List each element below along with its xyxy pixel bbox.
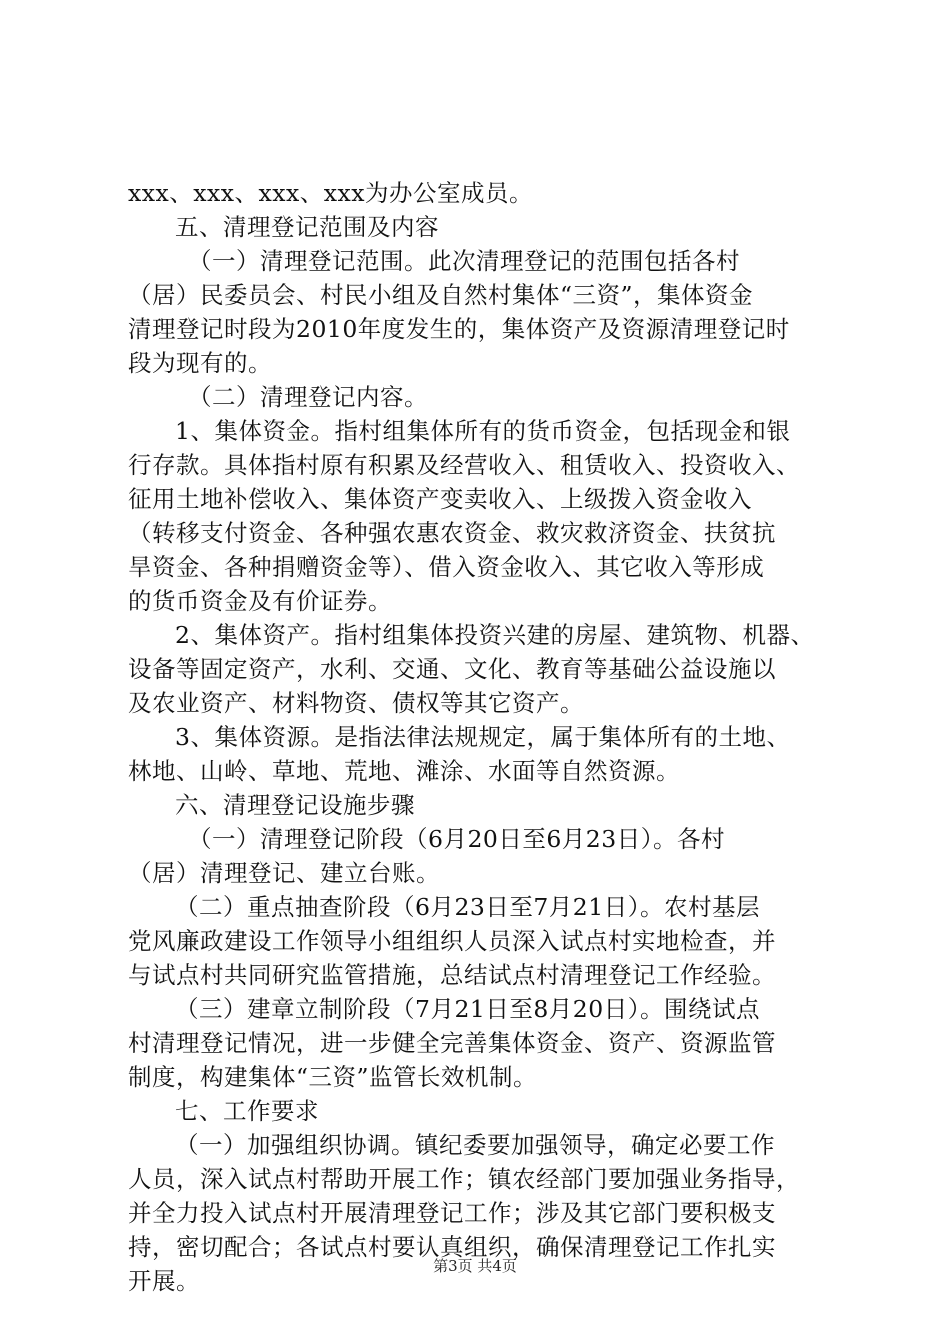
text-line: 征用土地补偿收入、集体资产变卖收入、上级拨入资金收入 [128,485,752,513]
subsection-heading: （二）清理登记内容。 [188,383,428,411]
section-heading: 六、清理登记设施步骤 [175,791,415,819]
text-line: 林地、山岭、草地、荒地、滩涂、水面等自然资源。 [128,757,680,785]
document-body [128,176,838,1298]
text-line: 并全力投入试点村开展清理登记工作；涉及其它部门要积极支 [128,1199,776,1227]
text-line: （居）清理登记、建立台账。 [128,859,440,887]
text-line: 的货币资金及有价证券。 [128,587,392,615]
section-heading: 七、工作要求 [175,1097,319,1125]
text-line: （三）建章立制阶段（7月21日至8月20日）。围绕试点 [175,995,760,1023]
text-line: 党风廉政建设工作领导小组组织人员深入试点村实地检查，并 [128,927,776,955]
text-line: 制度，构建集体“三资”监管长效机制。 [128,1063,538,1091]
page-number-footer: 第3页 共4页 [433,1257,517,1275]
text-line: （一）清理登记范围。此次清理登记的范围包括各村 [188,247,740,275]
text-line: 及农业资产、材料物资、债权等其它资产。 [128,689,584,717]
text-line: 设备等固定资产，水利、交通、文化、教育等基础公益设施以 [128,655,776,683]
text-line: 开展。 [128,1267,200,1295]
text-line: xxx、xxx、xxx、xxx为办公室成员。 [128,179,534,207]
text-line: （转移支付资金、各种强农惠农资金、救灾救济资金、扶贫抗 [128,519,776,547]
text-line: （一）清理登记阶段（6月20日至6月23日）。各村 [188,825,725,853]
text-line: 人员，深入试点村帮助开展工作；镇农经部门要加强业务指导， [128,1165,800,1193]
text-line: （居）民委员会、村民小组及自然村集体“三资”，集体资金 [128,281,754,309]
text-line: 行存款。具体指村原有积累及经营收入、租赁收入、投资收入、 [128,451,800,479]
text-line: 2、集体资产。指村组集体投资兴建的房屋、建筑物、机器、 [175,621,815,649]
text-line: （一）加强组织协调。镇纪委要加强领导，确定必要工作 [175,1131,775,1159]
text-line: 清理登记时段为2010年度发生的，集体资产及资源清理登记时 [128,315,790,343]
section-heading: 五、清理登记范围及内容 [175,213,439,241]
text-line: （二）重点抽查阶段（6月23日至7月21日）。农村基层 [175,893,760,921]
text-line: 段为现有的。 [128,349,272,377]
text-line: 持，密切配合；各试点村要认真组织，确保清理登记工作扎实 [128,1233,776,1261]
text-line: 与试点村共同研究监管措施，总结试点村清理登记工作经验。 [128,961,776,989]
text-line: 1、集体资金。指村组集体所有的货币资金，包括现金和银 [175,417,791,445]
text-line: 村清理登记情况，进一步健全完善集体资金、资产、资源监管 [128,1029,776,1057]
text-line: 3、集体资源。是指法律法规规定，属于集体所有的土地、 [175,723,791,751]
text-line: 旱资金、各种捐赠资金等）、借入资金收入、其它收入等形成 [128,553,765,581]
